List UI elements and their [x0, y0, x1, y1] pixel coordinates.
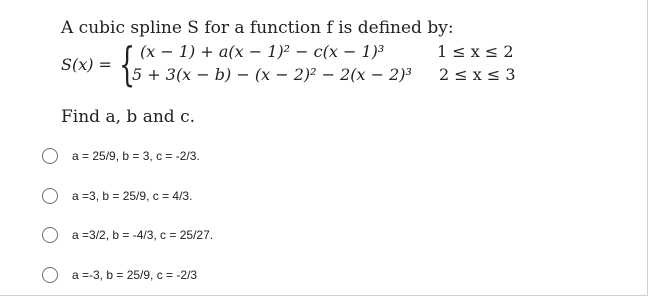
function-label: S(x) =	[61, 55, 112, 74]
answer-option-label: a =3/2, b = -4/3, c = 25/27.	[72, 228, 214, 242]
piece-1-expression: (x − 1) + a(x − 1)² − c(x − 1)³	[140, 42, 385, 61]
answer-option-2[interactable]	[42, 186, 602, 206]
left-brace-icon: {	[119, 37, 136, 91]
spline-definition	[61, 37, 621, 91]
answer-option-label: a = 25/9, b = 3, c = -2/3.	[72, 149, 200, 163]
radio-button-icon[interactable]	[42, 148, 58, 164]
answer-option-label: a =3, b = 25/9, c = 4/3.	[72, 188, 193, 203]
radio-button-icon[interactable]	[42, 188, 58, 204]
radio-button-icon[interactable]	[42, 227, 58, 243]
answer-option-label: a =-3, b = 25/9, c = -2/3	[72, 267, 198, 282]
piece-2-expression: 5 + 3(x − b) − (x − 2)² − 2(x − 2)³	[132, 65, 412, 84]
answer-option-1[interactable]	[42, 146, 602, 166]
answer-option-3[interactable]	[42, 225, 602, 245]
question-title: A cubic spline S for a function f is defined by:	[61, 18, 454, 38]
answer-option-4[interactable]	[42, 265, 602, 285]
piece-1-condition: 1 ≤ x ≤ 2	[437, 42, 514, 61]
radio-button-icon[interactable]	[42, 267, 58, 283]
answer-options	[42, 146, 602, 304]
piece-2-condition: 2 ≤ x ≤ 3	[439, 65, 516, 84]
question-prompt: Find a, b and c.	[61, 107, 195, 127]
